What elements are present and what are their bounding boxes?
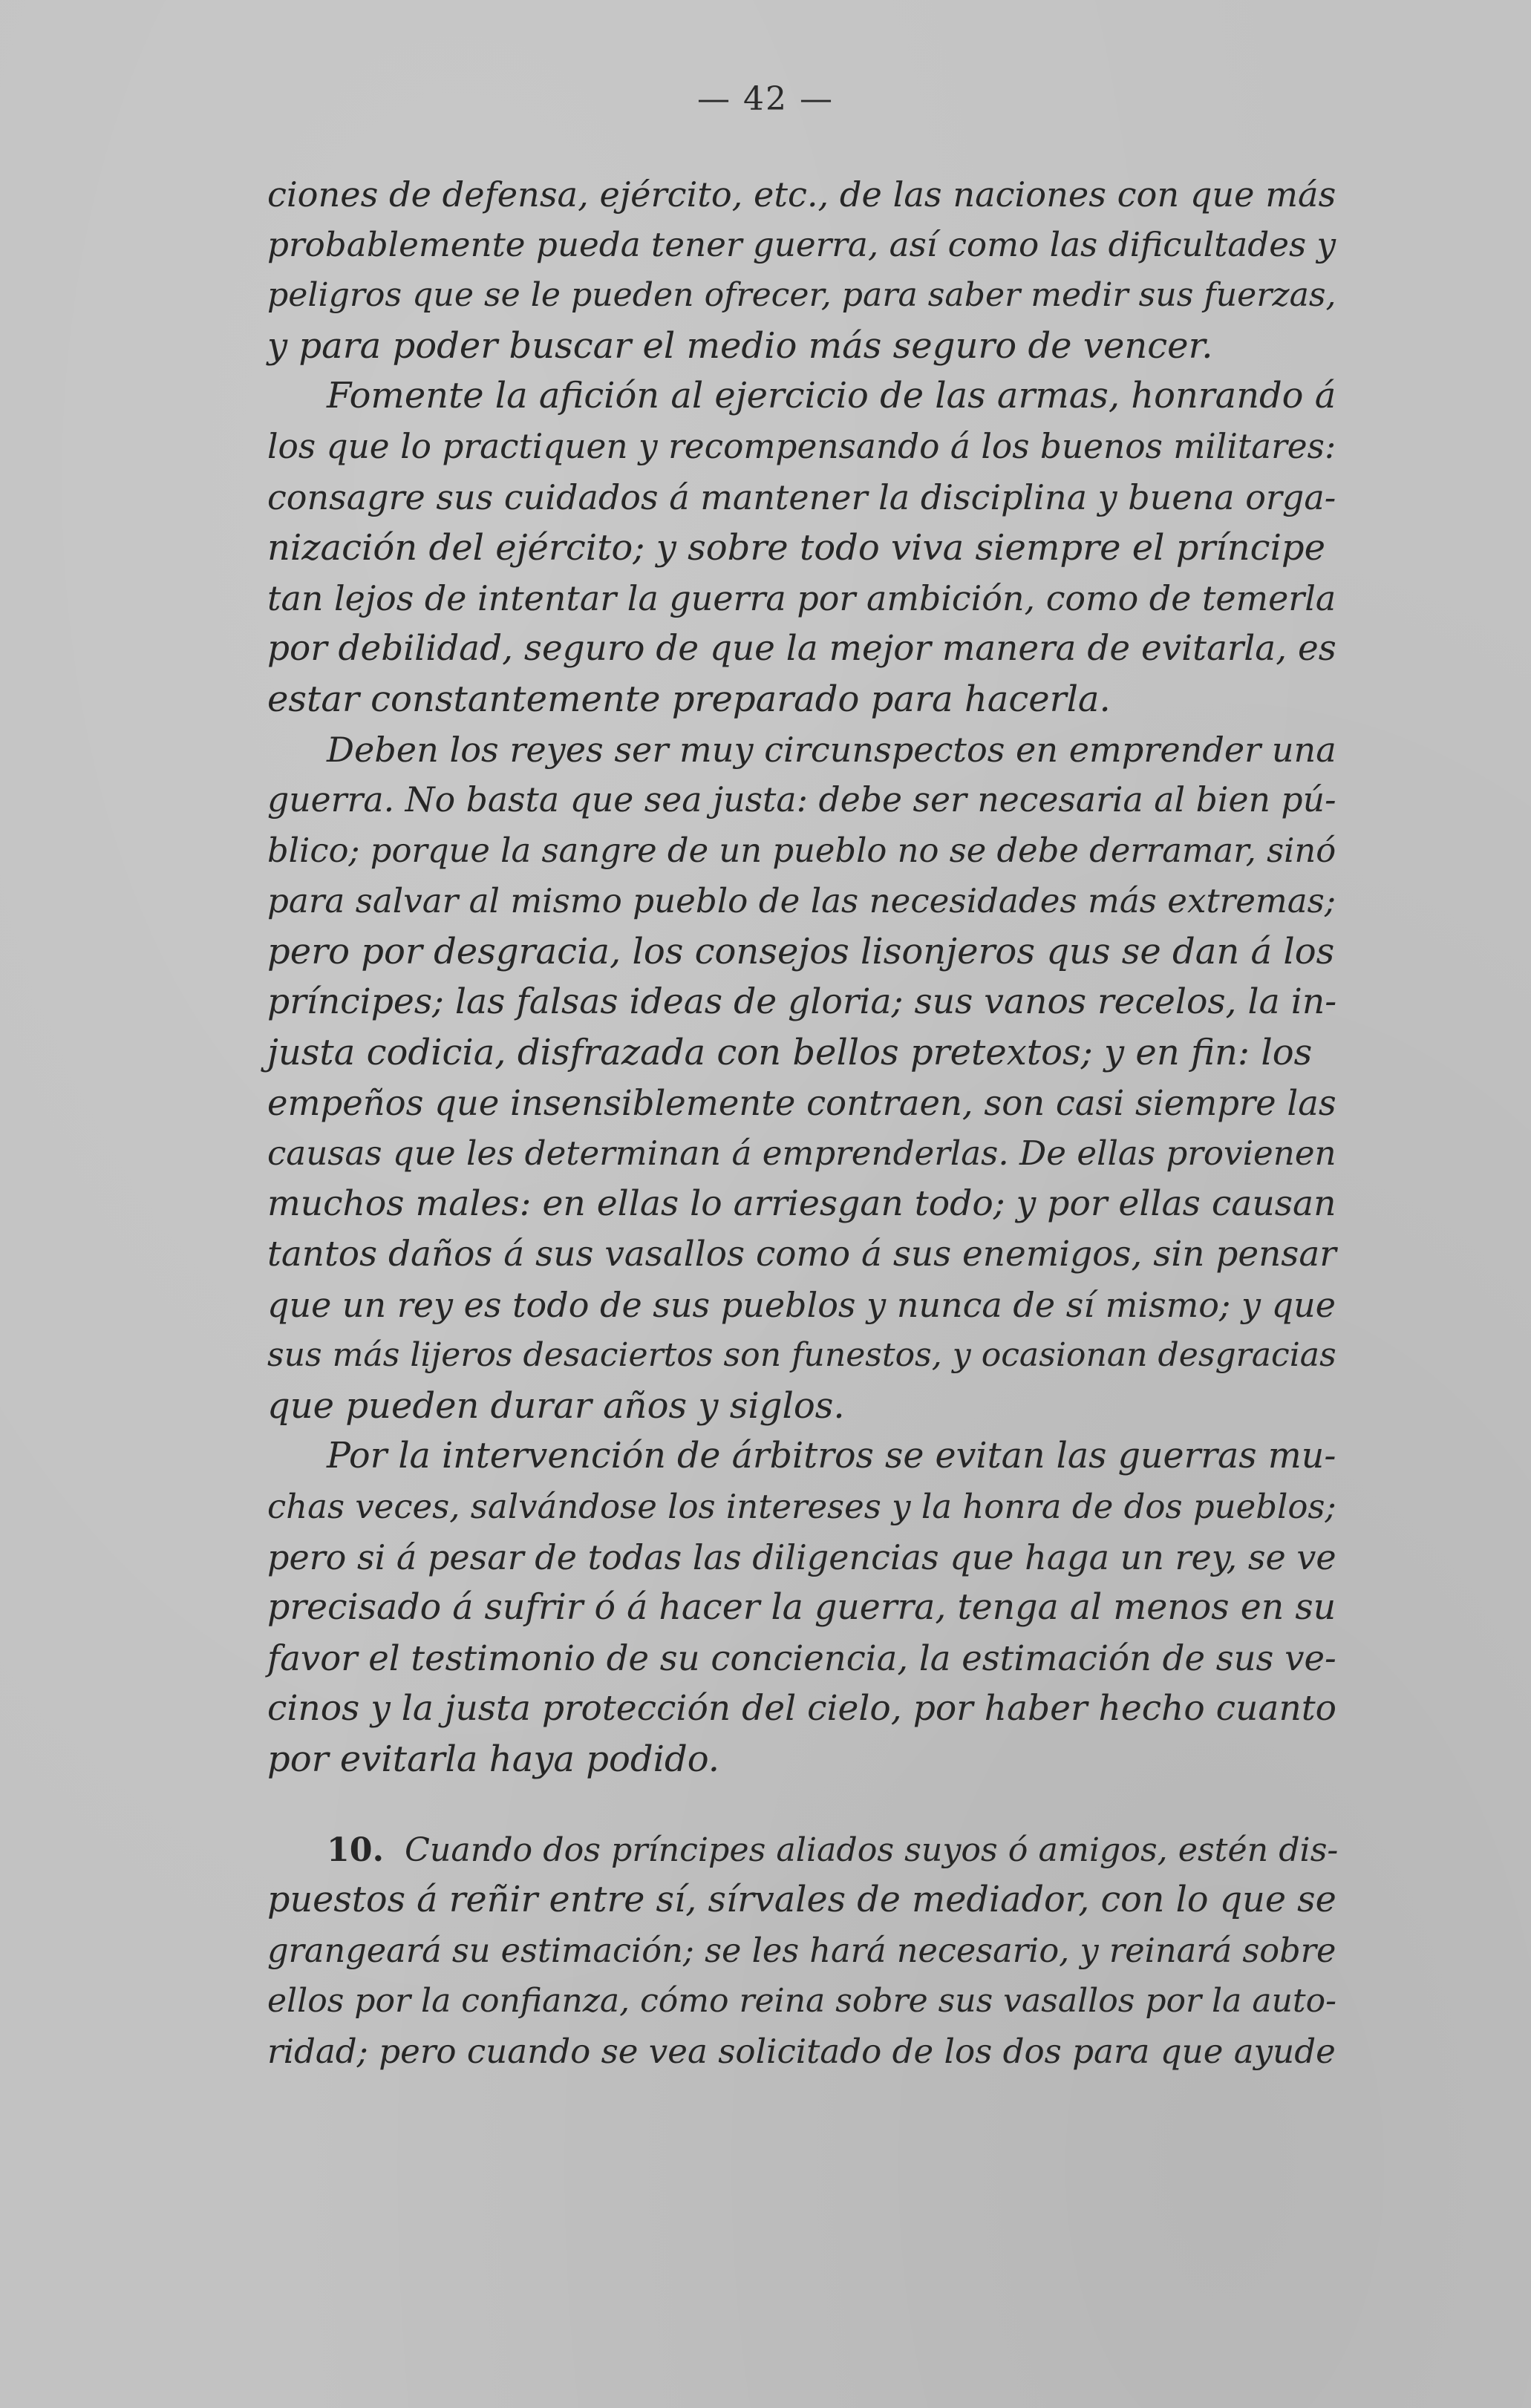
paragraph [267,371,1336,724]
text-line: Deben los reyes ser muy circunspectos en emprender una [327,730,1336,770]
page-number: — 42 — [697,80,834,118]
text-line: para salvar al mismo pueblo de las necesidades más extremas; [267,881,1336,920]
text-line: tantos daños á sus vasallos como á sus enemigos, sin pensar [267,1234,1336,1275]
text-line: empeños que insensiblemente contraen, son casi siempre las [267,1083,1336,1123]
section-gap [267,1784,1336,1825]
text-line: pero por desgracia, los consejos lisonjeros qus se dan á los [267,931,1335,972]
text-line: muchos males: en ellas lo arriesgan todo; y por ellas causan [267,1183,1336,1224]
text-line: los que lo practiquen y recompensando á los buenos militares: [267,427,1336,466]
text-line: Fomente la afición al ejercicio de las armas, honrando á [327,376,1336,416]
text-line: chas veces, salvándose los intereses y la honra de dos pueblos; [267,1487,1336,1526]
text-line: favor el testimonio de su conciencia, la estimación de sus ve- [267,1638,1336,1678]
text-line: príncipes; las falsas ideas de gloria; sus vanos recelos, la in- [267,981,1337,1022]
text-line: que un rey es todo de sus pueblos y nunca de sí mismo; y que [267,1285,1336,1325]
text-line: causas que les determinan á emprenderlas. De ellas provienen [267,1133,1336,1173]
body-text [267,169,1339,2077]
text-line: Por la intervención de árbitros se evitan las guerras mu- [327,1436,1336,1476]
text-line: por evitarla haya podido. [267,1738,720,1780]
text-line: ciones de defensa, ejército, etc., de las naciones con que más [267,174,1336,215]
text-line: ridad; pero cuando se vea solicitado de los dos para que ayude [267,2032,1336,2071]
paragraph [267,1431,1336,1784]
text-line: guerra. No basta que sea justa: debe ser necesaria al bien pú- [267,780,1336,819]
text-line: que pueden durar años y siglos. [267,1385,845,1427]
text-line: tan lejos de intentar la guerra por ambición, como de temerla [267,578,1336,618]
numbered-paragraph [267,1825,1339,2077]
text-line: estar constantemente preparado para hacerla. [267,678,1111,720]
paragraph [267,169,1336,371]
text-line: peligros que se le pueden ofrecer, para saber medir sus fuerzas, [267,276,1336,314]
text-line: nización del ejército; y sobre todo viva siempre el príncipe [267,527,1326,569]
text-line: cinos y la justa protección del cielo, por haber hecho cuanto [267,1688,1337,1729]
text-line: por debilidad, seguro de que la mejor manera de evitarla, es [267,629,1336,669]
text-line: sus más lijeros desaciertos son funestos, y ocasionan desgracias [267,1336,1336,1374]
text-line [267,1825,1339,1875]
section-number: 10. [327,1830,384,1869]
text-line: consagre sus cuidados á mantener la disciplina y buena orga- [267,477,1336,517]
text-line: ellos por la confianza, cómo reina sobre sus vasallos por la auto- [267,1982,1336,2020]
text-line: blico; porque la sangre de un pueblo no se debe derramar, sinó [267,831,1336,870]
text-line: justa codicia, disfrazada con bellos pretextos; y en fin: los [267,1032,1313,1073]
text-line: probablemente pueda tener guerra, así como las dificultades y [267,225,1336,264]
text-line: y para poder buscar el medio más seguro de vencer. [267,325,1213,367]
text-line: grangeará su estimación; se les hará necesario, y reinará sobre [267,1931,1336,1970]
paragraph [267,724,1336,1431]
text-line: precisado á sufrir ó á hacer la guerra, tenga al menos en su [267,1587,1336,1628]
text-line: puestos á reñir entre sí, sírvales de mediador, con lo que se [267,1879,1336,1920]
text-line: pero si á pesar de todas las diligencias que haga un rey, se ve [267,1537,1336,1577]
text-line-content: Cuando dos príncipes aliados suyos ó amigos, estén dis- [404,1831,1339,1869]
